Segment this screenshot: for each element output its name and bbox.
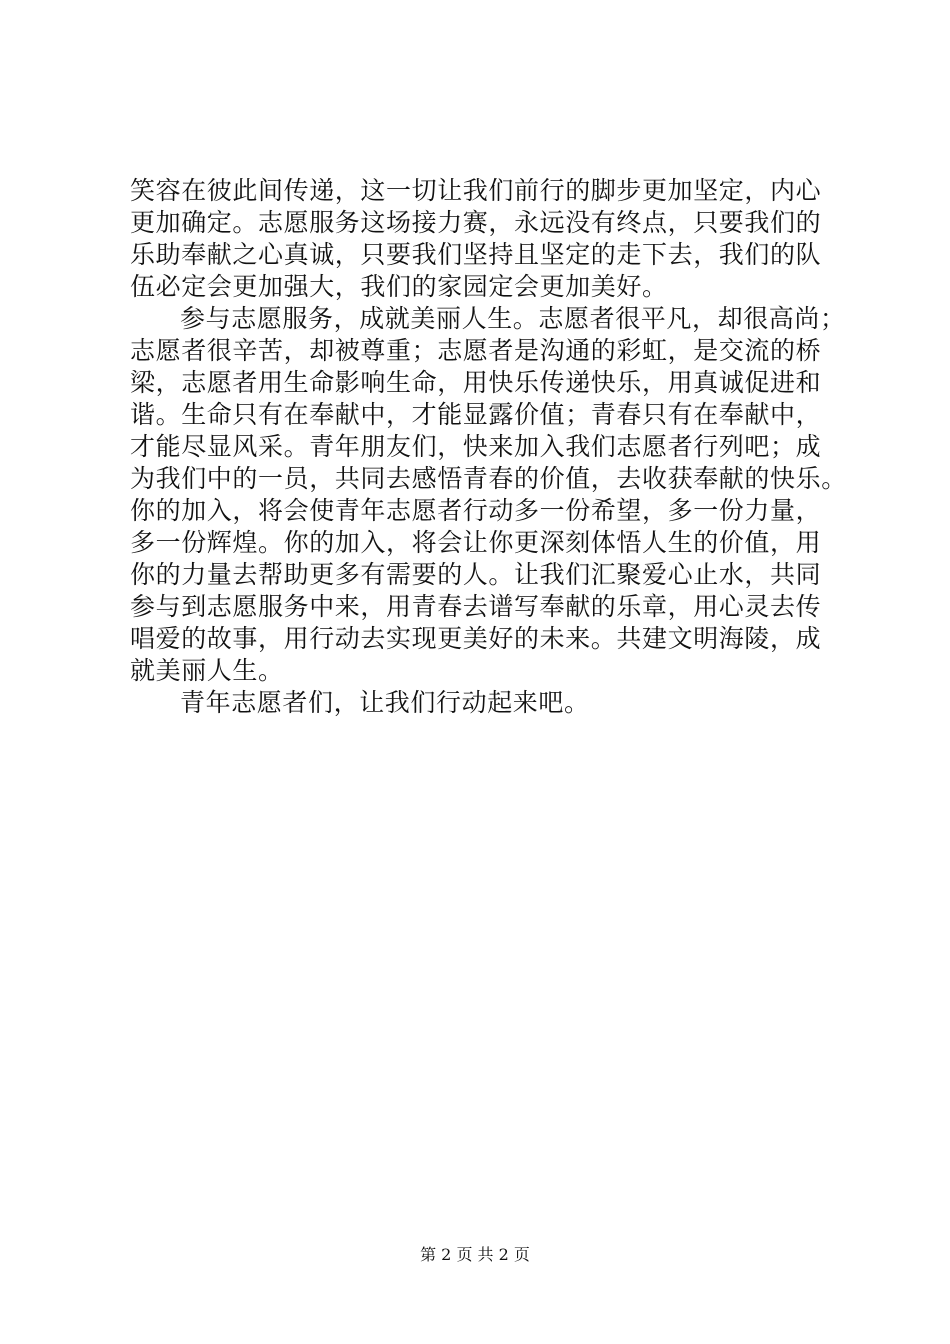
text-line: 你的加入，将会使青年志愿者行动多一份希望，多一份力量， bbox=[130, 496, 822, 525]
text-line: 参与到志愿服务中来，用青春去谱写奉献的乐章，用心灵去传 bbox=[130, 592, 822, 621]
paragraph-start-line: 参与志愿服务，成就美丽人生。志愿者很平凡，却很高尚； bbox=[180, 304, 846, 333]
page-number-footer: 第 2 页 共 2 页 bbox=[420, 1245, 530, 1264]
text-line: 多一份辉煌。你的加入，将会让你更深刻体悟人生的价值，用 bbox=[130, 528, 822, 557]
text-line: 更加确定。志愿服务这场接力赛，永远没有终点，只要我们的 bbox=[130, 208, 822, 237]
text-line: 伍必定会更加强大，我们的家园定会更加美好。 bbox=[130, 272, 668, 301]
text-line: 谐。生命只有在奉献中，才能显露价值；青春只有在奉献中， bbox=[130, 400, 822, 429]
text-line: 梁，志愿者用生命影响生命，用快乐传递快乐，用真诚促进和 bbox=[130, 368, 822, 397]
text-line: 志愿者很辛苦，却被尊重；志愿者是沟通的彩虹，是交流的桥 bbox=[130, 336, 822, 365]
text-line: 为我们中的一员，共同去感悟青春的价值，去收获奉献的快乐。 bbox=[130, 464, 847, 493]
text-line: 唱爱的故事，用行动去实现更美好的未来。共建文明海陵，成 bbox=[130, 624, 822, 653]
text-line: 笑容在彼此间传递，这一切让我们前行的脚步更加坚定，内心 bbox=[130, 176, 822, 205]
text-line: 才能尽显风采。青年朋友们，快来加入我们志愿者行列吧；成 bbox=[130, 432, 822, 461]
text-line: 就美丽人生。 bbox=[130, 656, 284, 685]
text-line: 你的力量去帮助更多有需要的人。让我们汇聚爱心止水，共同 bbox=[130, 560, 822, 589]
text-line: 乐助奉献之心真诚，只要我们坚持且坚定的走下去，我们的队 bbox=[130, 240, 822, 269]
paragraph-start-line: 青年志愿者们，让我们行动起来吧。 bbox=[180, 688, 590, 717]
document-body bbox=[130, 175, 850, 719]
